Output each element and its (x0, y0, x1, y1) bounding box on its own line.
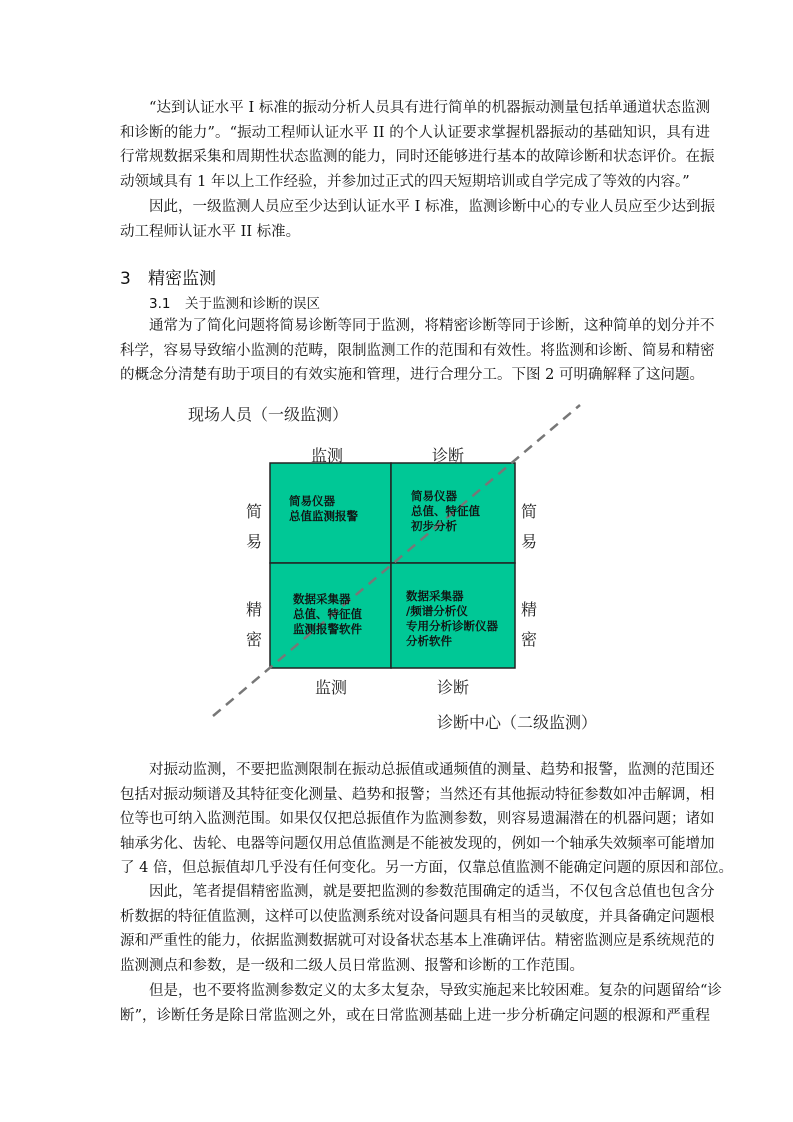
paragraph-line: 断”，诊断任务是除日常监测之外，或在日常监测基础上进一步分析确定问题的根源和严重程 (120, 1007, 710, 1024)
paragraph-line: 因此，笔者提倡精密监测，就是要把监测的参数范围确定的适当，不仅包含总值也包含分 (149, 884, 715, 900)
paragraph-line: 的概念分清楚有助于项目的有效实施和管理，进行合理分工。下图 2 可明确解释了这问题。 (120, 367, 704, 384)
cell-line: 简易仪器 (411, 489, 457, 503)
paragraph-line: 动工程师认证水平 II 标准。 (120, 223, 301, 240)
paragraph-line: 和诊断的能力”。“振动工程师认证水平 II 的个人认证要求掌握机器振动的基础知识，具有进 (120, 124, 710, 141)
row-left-simple: 简易 (245, 502, 262, 551)
bottom-label: 诊断中心（二级监测） (437, 713, 598, 732)
paragraph-line: 行常规数据采集和周期性状态监测的能力，同时还能够进行基本的故障诊断和状态评价。在振 (120, 149, 715, 166)
paragraph-line: 通常为了简化问题将简易诊断等同于监测，将精密诊断等同于诊断，这种简单的划分并不 (149, 318, 715, 334)
top-label: 现场人员（一级监测） (188, 405, 349, 424)
cell-text-precise-monitor (293, 592, 362, 637)
row-right-simple: 简易 (520, 502, 537, 551)
cell-text-simple-monitor (289, 494, 358, 524)
section-heading: 3 精密监测 (120, 269, 216, 289)
cell-line: 分析软件 (406, 634, 452, 648)
cell-text-precise-diagnose (406, 589, 498, 649)
cell-line: 监测报警软件 (293, 622, 362, 636)
col-bottom-monitor: 监测 (315, 678, 348, 697)
cell-line: /频谱分析仪 (406, 604, 468, 618)
paragraph-line: 科学，容易导致缩小监测的范畴，限制监测工作的范围和有效性。将监测和诊断、简易和精密 (120, 342, 715, 359)
paragraph-line: 监测测点和参数，是一级和二级人员日常监测、报警和诊断的工作范围。 (120, 957, 584, 974)
row-right-precise: 精密 (520, 600, 537, 649)
cell-line: 初步分析 (411, 519, 457, 533)
paragraph-line: 动领域具有 1 年以上工作经验，并参加过正式的四天短期培训或自学完成了等效的内容。” (120, 173, 690, 190)
paragraph-line: 因此，一级监测人员应至少达到认证水平 I 标准，监测诊断中心的专业人员应至少达到振 (149, 199, 715, 215)
paragraph-line: 对振动监测，不要把监测限制在振动总振值或通频值的测量、趋势和报警，监测的范围还 (149, 762, 715, 778)
paragraph-line: 了 4 倍，但总振值却几乎没有任何变化。另一方面，仅靠总值监测不能确定问题的原因和部位。 (120, 860, 733, 877)
paragraph-line: 轴承劣化、齿轮、电器等问题仅用总值监测是不能被发现的，例如一个轴承失效频率可能增加 (120, 835, 715, 852)
paragraph-line: 但是，也不要将监测参数定义的太多太复杂，导致实施起来比较困难。复杂的问题留给“诊 (149, 983, 722, 999)
paragraph-line: 包括对振动频谱及其特征变化测量、趋势和报警；当然还有其他振动特征参数如冲击解调，相 (120, 786, 715, 803)
subsection-heading: 3.1 关于监测和诊断的误区 (149, 296, 320, 312)
paragraph-line: 析数据的特征值监测，这样可以使监测系统对设备问题具有相当的灵敏度，并具备确定问题根 (120, 908, 715, 925)
paragraph-line: “达到认证水平 I 标准的振动分析人员具有进行简单的机器振动测量包括单通道状态监测 (149, 100, 710, 116)
cell-line: 总值、特征值 (293, 607, 362, 621)
dashed-divider-line (213, 405, 580, 716)
paragraph-line: 源和严重性的能力，依据监测数据就可对设备状态基本上准确评估。精密监测应是系统规范的 (120, 933, 715, 950)
cell-line: 简易仪器 (289, 494, 335, 508)
row-left-precise: 精密 (245, 600, 262, 649)
cell-text-simple-diagnose (411, 489, 480, 534)
col-bottom-diagnose: 诊断 (437, 678, 470, 697)
cell-line: 数据采集器 (293, 592, 351, 606)
cell-line: 总值、特征值 (411, 504, 480, 518)
col-top-monitor: 监测 (311, 446, 344, 465)
cell-line: 专用分析诊断仪器 (406, 619, 498, 633)
col-top-diagnose: 诊断 (432, 446, 465, 465)
cell-line: 数据采集器 (406, 589, 464, 603)
cell-line: 总值监测报警 (289, 509, 358, 523)
paragraph-line: 位等也可纳入监测范围。如果仅仅把总振值作为监测参数，则容易遗漏潜在的机器问题；诸如 (120, 811, 715, 828)
